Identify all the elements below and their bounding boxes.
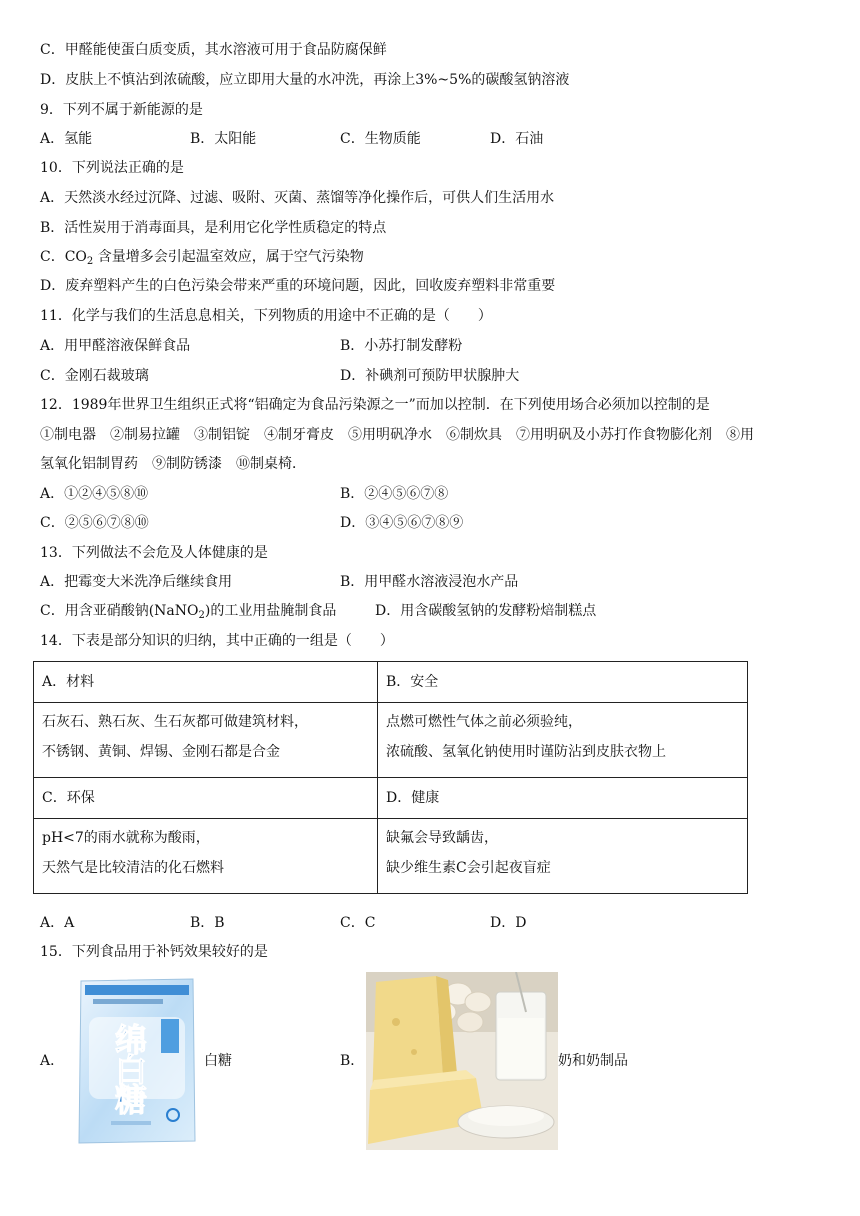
q12-list-line2: 氢氧化铝制胃药 ⑨制防锈漆 ⑩制桌椅． [40,456,306,472]
table-cell-b-head: B．安全 [378,662,748,703]
dairy-products-image [366,972,558,1150]
table-cell-a-body: 石灰石、熟石灰、生石灰都可做建筑材料， 不锈钢、黄铜、焊锡、金刚石都是合金 [34,703,378,778]
svg-text:白: 白 [115,1051,148,1089]
q8-option-c: C．甲醛能使蛋白质变质，其水溶液可用于食品防腐保鲜 [40,42,387,58]
table-cell-a-head: A．材料 [34,662,378,703]
svg-text:绵: 绵 [115,1021,148,1059]
q11-option-c: C．金刚石裁玻璃 [40,368,149,384]
table-cell-c-head: C．环保 [34,778,378,819]
q12-option-c: C．②⑤⑥⑦⑧⑩ [40,515,149,531]
table-cell-c-body: pH<7的雨水就称为酸雨， 天然气是比较清洁的化石燃料 [34,819,378,894]
q9-stem: 9．下列不属于新能源的是 [40,102,203,118]
q14-option-b: B．B [190,915,225,931]
q12-option-d: D．③④⑤⑥⑦⑧⑨ [340,515,464,531]
q10-stem: 10．下列说法正确的是 [40,160,184,176]
q11-option-b: B．小苏打制发酵粉 [340,338,463,354]
q10-option-c: C．$CO_2$ 含量增多会引起温室效应，属于空气污染物 [40,249,364,267]
q15-option-b-text: 奶和奶制品 [558,1053,628,1069]
q14-knowledge-table [33,661,748,894]
svg-text:糖: 糖 [115,1081,148,1119]
q15-option-b-label: B． [340,1053,365,1069]
q13-option-c: C．用含亚硝酸钠(NaNO$_2$)的工业用盐腌制食品 [40,603,337,621]
white-sugar-package-image [75,975,199,1145]
q9-option-a: A．氢能 [40,131,93,147]
q12-option-a: A．①②④⑤⑧⑩ [40,486,149,502]
q12-option-b: B．②④⑤⑥⑦⑧ [340,486,449,502]
q13-option-d: D．用含碳酸氢钠的发酵粉焙制糕点 [375,603,597,619]
q15-option-a-text: 白糖 [204,1053,232,1069]
q13-option-b: B．用甲醛水溶液浸泡水产品 [340,574,519,590]
q12-list-line1: ①制电器 ②制易拉罐 ③制铝锭 ④制牙膏皮 ⑤用明矾净水 ⑥制炊具 ⑦用明矾及小苏打作食物膨化剂 ⑧用 [40,427,754,443]
q9-option-c: C．生物质能 [340,131,421,147]
q13-stem: 13．下列做法不会危及人体健康的是 [40,545,268,561]
q10-option-d: D．废弃塑料产生的白色污染会带来严重的环境问题，因此，回收废弃塑料非常重要 [40,278,556,294]
q9-option-b: B．太阳能 [190,131,257,147]
q14-stem: 14．下表是部分知识的归纳，其中正确的一组是（ ） [40,633,394,649]
table-cell-d-body: 缺氟会导致龋齿， 缺少维生素C会引起夜盲症 [378,819,748,894]
q11-option-d: D．补碘剂可预防甲状腺肿大 [340,368,520,384]
q11-stem: 11．化学与我们的生活息息相关，下列物质的用途中不正确的是（ ） [40,308,492,324]
q12-stem: 12．1989年世界卫生组织正式将“铝确定为食品污染源之一”而加以控制．在下列使用场合必须加以控制的是 [40,397,710,413]
table-cell-b-body: 点燃可燃性气体之前必须验纯， 浓硫酸、氢氧化钠使用时谨防沾到皮肤衣物上 [378,703,748,778]
q8-option-d: D．皮肤上不慎沾到浓硫酸，应立即用大量的水冲洗，再涂上3%~5%的碳酸氢钠溶液 [40,72,570,88]
q11-option-a: A．用甲醛溶液保鲜食品 [40,338,191,354]
table-cell-d-head: D．健康 [378,778,748,819]
q14-option-a: A．A [40,915,75,931]
q15-option-a-label: A． [40,1053,65,1069]
q10-option-b: B．活性炭用于消毒面具，是利用它化学性质稳定的特点 [40,220,387,236]
q9-option-d: D．石油 [490,131,544,147]
q15-stem: 15．下列食品用于补钙效果较好的是 [40,944,268,960]
q14-option-c: C．C [340,915,376,931]
q14-option-d: D．D [490,915,527,931]
q13-option-a: A．把霉变大米洗净后继续食用 [40,574,233,590]
q10-option-a: A．天然淡水经过沉降、过滤、吸附、灭菌、蒸馏等净化操作后，可供人们生活用水 [40,190,555,206]
